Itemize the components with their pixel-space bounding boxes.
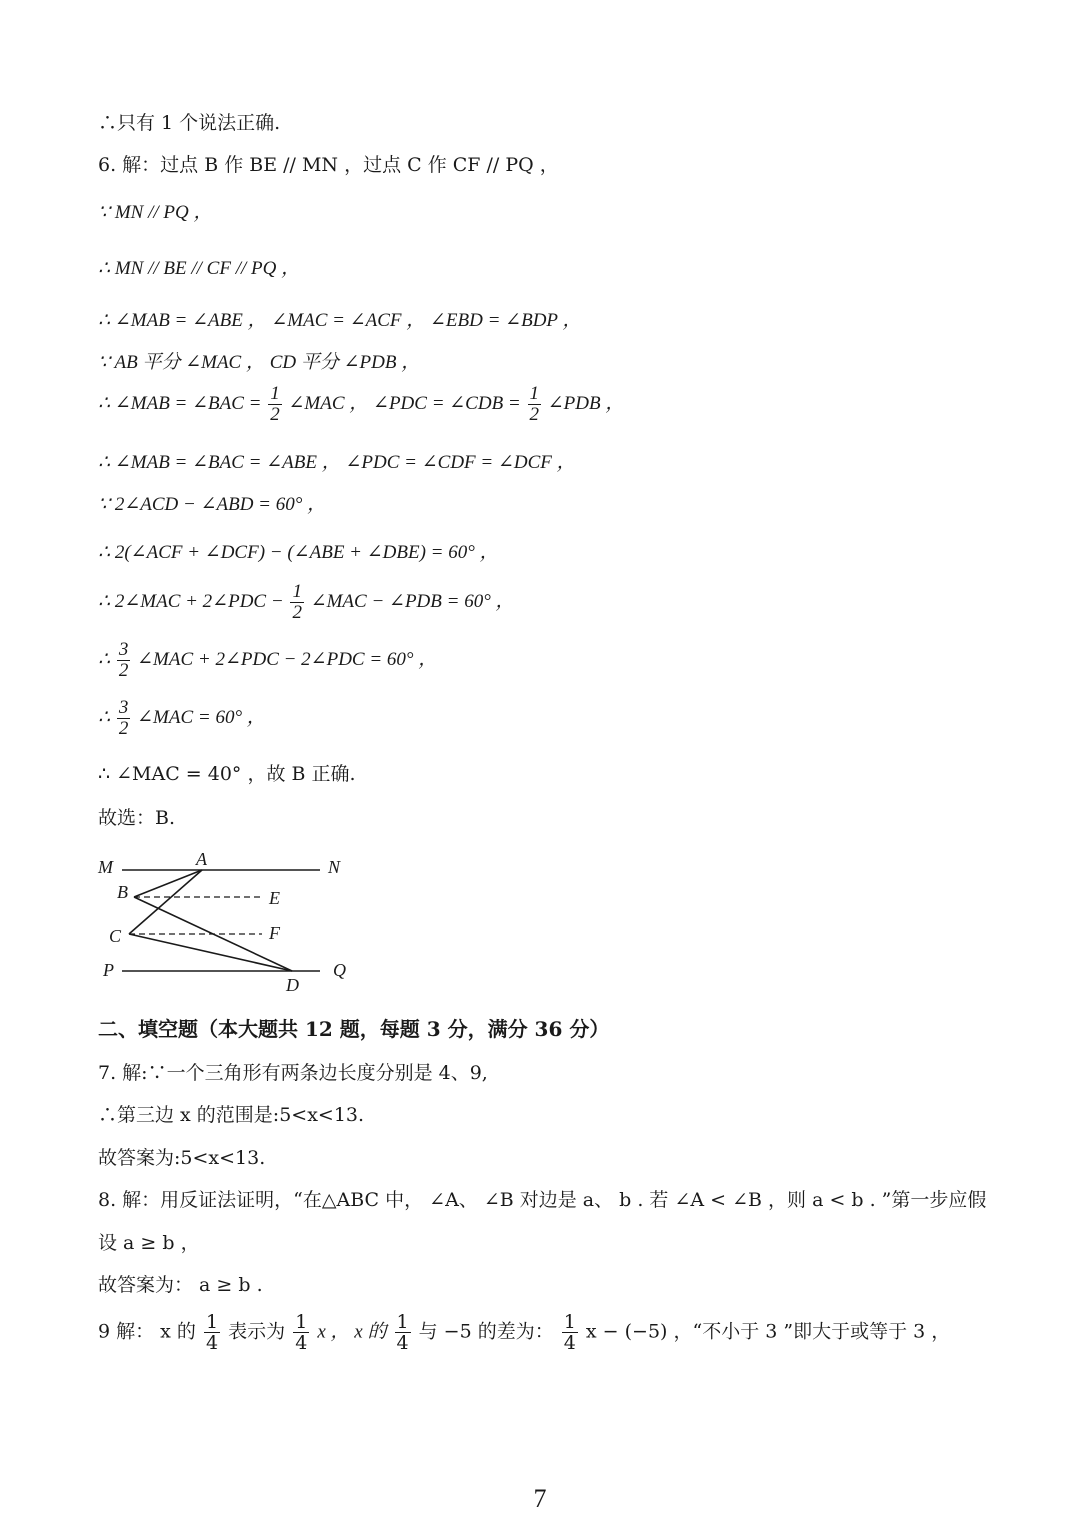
- label-b: B: [117, 882, 128, 902]
- equation-text: 表示为: [228, 1320, 286, 1343]
- fraction-numerator: 1: [205, 1311, 219, 1333]
- equation-text: ∠PDB ，: [547, 392, 625, 414]
- text-line: 7. 解:∵一个三角形有两条边长度分别是 4、9,: [98, 1062, 488, 1084]
- label-p: P: [103, 960, 114, 980]
- fraction-numerator: 1: [295, 1311, 308, 1333]
- equation-line: [98, 384, 624, 425]
- fraction-numerator: 3: [118, 697, 129, 718]
- equation-text: ∠MAC − ∠PDB = 60° ，: [310, 590, 515, 612]
- fraction-denominator: 2: [529, 404, 540, 425]
- text-line: 设 a ≥ b ，: [98, 1232, 200, 1254]
- equation-text: ∠MAC + 2∠PDC − 2∠PDC = 60° ，: [137, 648, 438, 670]
- equation-line: [98, 582, 515, 623]
- fraction: [395, 1312, 411, 1353]
- text-line: 故答案为： a ≥ b .: [98, 1274, 263, 1296]
- fraction-numerator: 1: [270, 383, 280, 404]
- equation-text: ∠MAC = 60° ，: [137, 706, 266, 728]
- fraction: [117, 698, 131, 739]
- label-q: Q: [333, 960, 346, 980]
- geometry-figure: [92, 842, 362, 994]
- label-e: E: [269, 888, 280, 908]
- text-line: ∵ AB 平分 ∠MAC ， CD 平分 ∠PDB ，: [98, 352, 421, 373]
- fraction: [528, 384, 542, 425]
- text-line: ∴ ∠MAB = ∠ABE ， ∠MAC = ∠ACF ， ∠EBD = ∠BDP ，: [98, 310, 582, 331]
- fraction-denominator: 2: [270, 404, 280, 425]
- fraction-numerator: 1: [563, 1311, 576, 1333]
- text-line: ∴第三边 x 的范围是:5<x<13.: [98, 1104, 365, 1126]
- label-c: C: [109, 926, 122, 946]
- fraction-denominator: 2: [118, 660, 129, 681]
- fraction-numerator: 1: [292, 581, 302, 602]
- equation-text: x ， x 的: [317, 1321, 387, 1343]
- text-line: 8. 解：用反证法证明，“在△ABC 中， ∠A、 ∠B 对边是 a、 b . 若 ∠A < ∠B ，则 a < b . ”第一步应假: [98, 1189, 987, 1211]
- section-heading: 二、填空题（本大题共 12 题，每题 3 分，满分 36 分）: [98, 1017, 610, 1041]
- fraction-numerator: 1: [529, 383, 540, 404]
- page-number: 7: [533, 1484, 547, 1513]
- equation-line: [98, 1312, 950, 1353]
- label-d: D: [286, 975, 299, 994]
- equation-text: ∠MAC ， ∠PDC = ∠CDB =: [288, 392, 521, 414]
- equation-text: ∴: [98, 648, 111, 670]
- text-line: ∵ 2∠ACD − ∠ABD = 60° ，: [98, 494, 327, 515]
- label-m: M: [98, 857, 113, 877]
- label-n: N: [328, 857, 341, 877]
- text-line: 故答案为:5<x<13.: [98, 1147, 266, 1169]
- fraction: [117, 640, 131, 681]
- label-f: F: [269, 923, 280, 943]
- fraction-denominator: 4: [205, 1332, 219, 1354]
- text-line: ∴ 2(∠ACF + ∠DCF) − (∠ABE + ∠DBE) = 60° ，: [98, 542, 499, 563]
- fraction-denominator: 4: [295, 1332, 308, 1354]
- text-line: ∴ ∠MAB = ∠BAC = ∠ABE ， ∠PDC = ∠CDF = ∠DCF ，: [98, 452, 576, 473]
- equation-text: ∴: [98, 706, 111, 728]
- equation-line: [98, 640, 437, 681]
- fraction-denominator: 2: [118, 718, 129, 739]
- text-line: ∴ MN // BE // CF // PQ ，: [98, 258, 301, 279]
- fraction-denominator: 2: [292, 602, 302, 623]
- label-a: A: [196, 849, 207, 869]
- equation-text: 9 解： x 的: [98, 1320, 196, 1343]
- fraction: [293, 1312, 309, 1353]
- segment-ab: [134, 870, 202, 897]
- fraction: [562, 1312, 578, 1353]
- equation-text: 与 −5 的差为：: [418, 1320, 554, 1343]
- fraction-denominator: 4: [563, 1332, 576, 1354]
- fraction: [204, 1312, 220, 1353]
- fraction-denominator: 4: [396, 1332, 409, 1354]
- equation-text: ∴ 2∠MAC + 2∠PDC −: [98, 590, 284, 612]
- text-line: 6. 解：过点 B 作 BE // MN ，过点 C 作 CF // PQ ，: [98, 154, 559, 176]
- fraction-numerator: 3: [118, 639, 129, 660]
- text-line: ∵ MN // PQ ，: [98, 202, 213, 223]
- equation-text: x − (−5) ，“不小于 3 ”即大于或等于 3 ，: [585, 1320, 951, 1343]
- text-line: 故选：B.: [98, 807, 176, 829]
- text-line: ∴只有 1 个说法正确.: [98, 112, 281, 134]
- equation-text: ∴ ∠MAB = ∠BAC =: [98, 392, 262, 414]
- fraction-numerator: 1: [396, 1311, 409, 1333]
- segment-cd: [129, 934, 292, 971]
- fraction: [268, 384, 282, 425]
- equation-line: [98, 698, 266, 739]
- fraction: [290, 582, 304, 623]
- text-line: ∴ ∠MAC = 40° ，故 B 正确.: [98, 763, 356, 785]
